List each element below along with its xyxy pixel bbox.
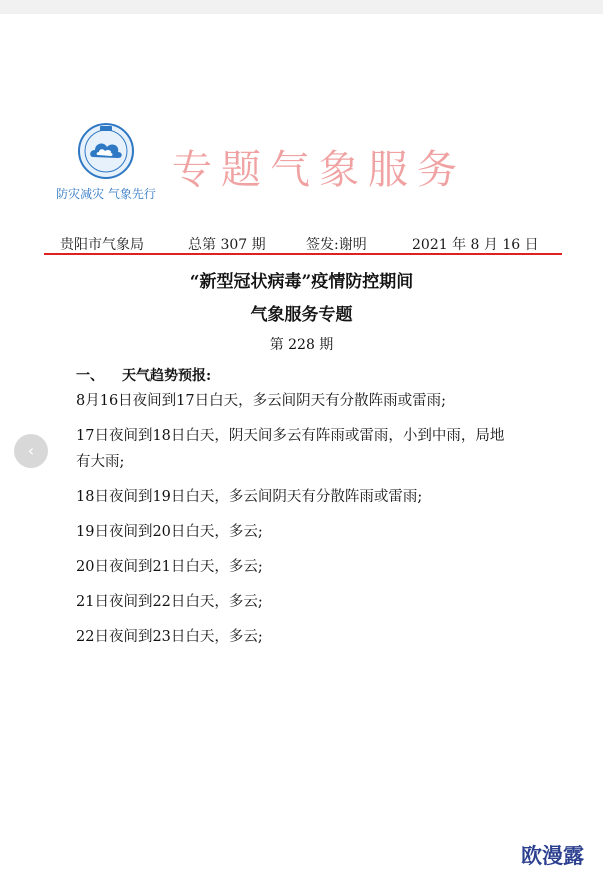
section-title: 天气趋势预报: [122, 368, 212, 384]
forecast-item: 22日夜间到23日白天，多云; [76, 629, 263, 645]
issue-info-row [60, 234, 550, 254]
forecast-item: 20日夜间到21日白天，多云; [76, 559, 263, 575]
chevron-left-icon: ‹ [27, 441, 35, 460]
forecast-item: 19日夜间到20日白天，多云; [76, 524, 263, 540]
cloud-emblem-icon [76, 121, 136, 181]
banner-title: 专题气象服务 [172, 147, 466, 193]
issuer-label: 贵阳市气象局 [60, 237, 144, 253]
forecast-item: 21日夜间到22日白天，多云; [76, 594, 263, 610]
document-page [0, 14, 603, 874]
previous-page-button[interactable] [14, 434, 48, 468]
total-issue-label: 总第 307 期 [188, 237, 266, 253]
section-index: 一、 [76, 368, 104, 384]
forecast-item: 18日夜间到19日白天，多云间阴天有分散阵雨或雷雨; [76, 489, 423, 505]
forecast-list [76, 388, 516, 659]
date-label: 2021 年 8 月 16 日 [412, 237, 539, 253]
watermark-logo: 欧漫露 [521, 844, 584, 868]
document-subtitle: 气象服务专题 [250, 305, 353, 325]
section-heading [76, 365, 211, 385]
logo-slogan: 防灾减灾 气象先行 [56, 187, 156, 201]
meteorological-logo [54, 121, 158, 207]
signer-label: 签发:谢明 [306, 237, 367, 253]
red-divider [44, 253, 562, 255]
document-title: “新型冠状病毒”疫情防控期间 [189, 272, 414, 292]
issue-number: 第 228 期 [269, 337, 334, 353]
forecast-item: 17日夜间到18日白天，阴天间多云有阵雨或雷雨，小到中雨，局地有大雨; [76, 428, 505, 470]
forecast-item: 8月16日夜间到17日白天，多云间阴天有分散阵雨或雷雨; [76, 393, 447, 409]
